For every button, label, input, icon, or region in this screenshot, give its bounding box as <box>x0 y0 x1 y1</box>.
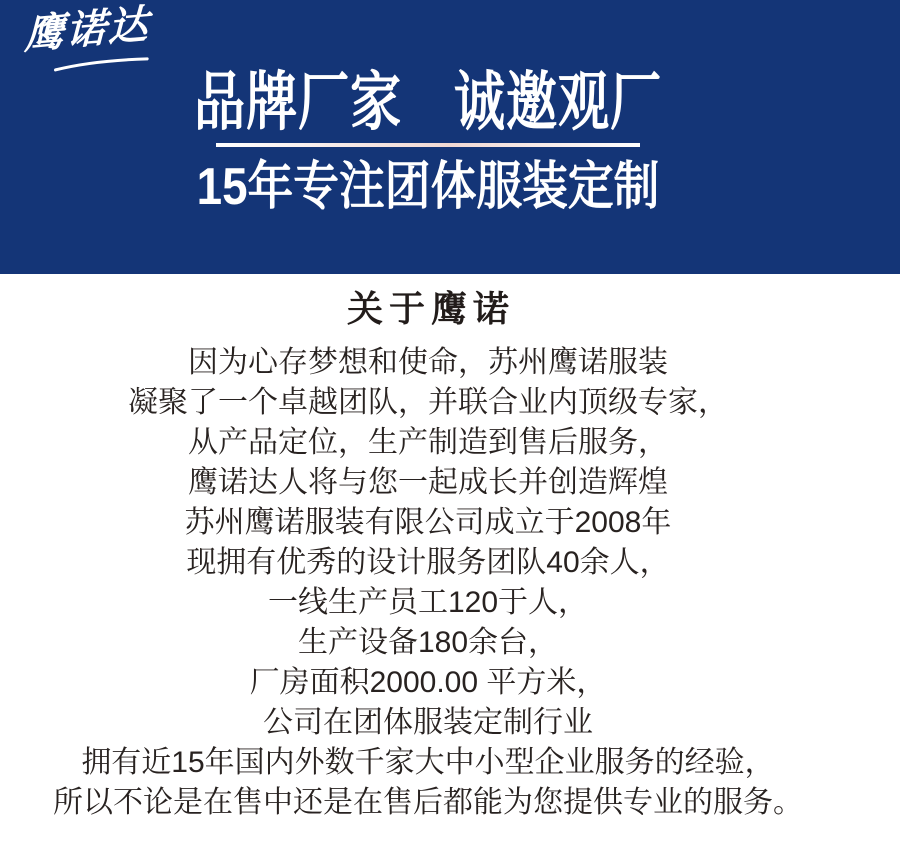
about-line: 拥有近15年国内外数千家大中小型企业服务的经验， <box>81 746 775 779</box>
about-heading: 关于鹰诺 <box>346 288 515 329</box>
about-line: 所以不论是在售中还是在售后都能为您提供专业的服务。 <box>53 786 803 819</box>
about-line: 凝聚了一个卓越团队，并联合业内顶级专家， <box>128 386 728 419</box>
main-title: 品牌厂家 诚邀观厂 <box>194 66 662 138</box>
brand-logo-text: 鹰诺达 <box>23 2 151 58</box>
about-line: 因为心存梦想和使命，苏州鹰诺服装 <box>188 346 668 379</box>
about-line: 从产品定位，生产制造到售后服务， <box>188 426 668 459</box>
about-line: 一线生产员工120于人， <box>267 586 589 619</box>
banner-subtitle: 15年专注团体服装定制 <box>196 158 660 216</box>
header-banner <box>0 0 900 274</box>
about-line: 厂房面积2000.00 平方米， <box>249 666 607 699</box>
title-divider <box>216 143 640 147</box>
about-line: 现拥有优秀的设计服务团队40余人， <box>186 546 670 579</box>
about-section <box>0 274 878 823</box>
about-line: 鹰诺达人将与您一起成长并创造辉煌 <box>188 466 668 499</box>
about-line: 苏州鹰诺服装有限公司成立于2008年 <box>184 506 672 539</box>
about-paragraph <box>0 343 878 823</box>
banner-content <box>0 0 878 216</box>
about-line: 生产设备180余台， <box>297 626 559 659</box>
about-line: 公司在团体服装定制行业 <box>263 706 593 739</box>
